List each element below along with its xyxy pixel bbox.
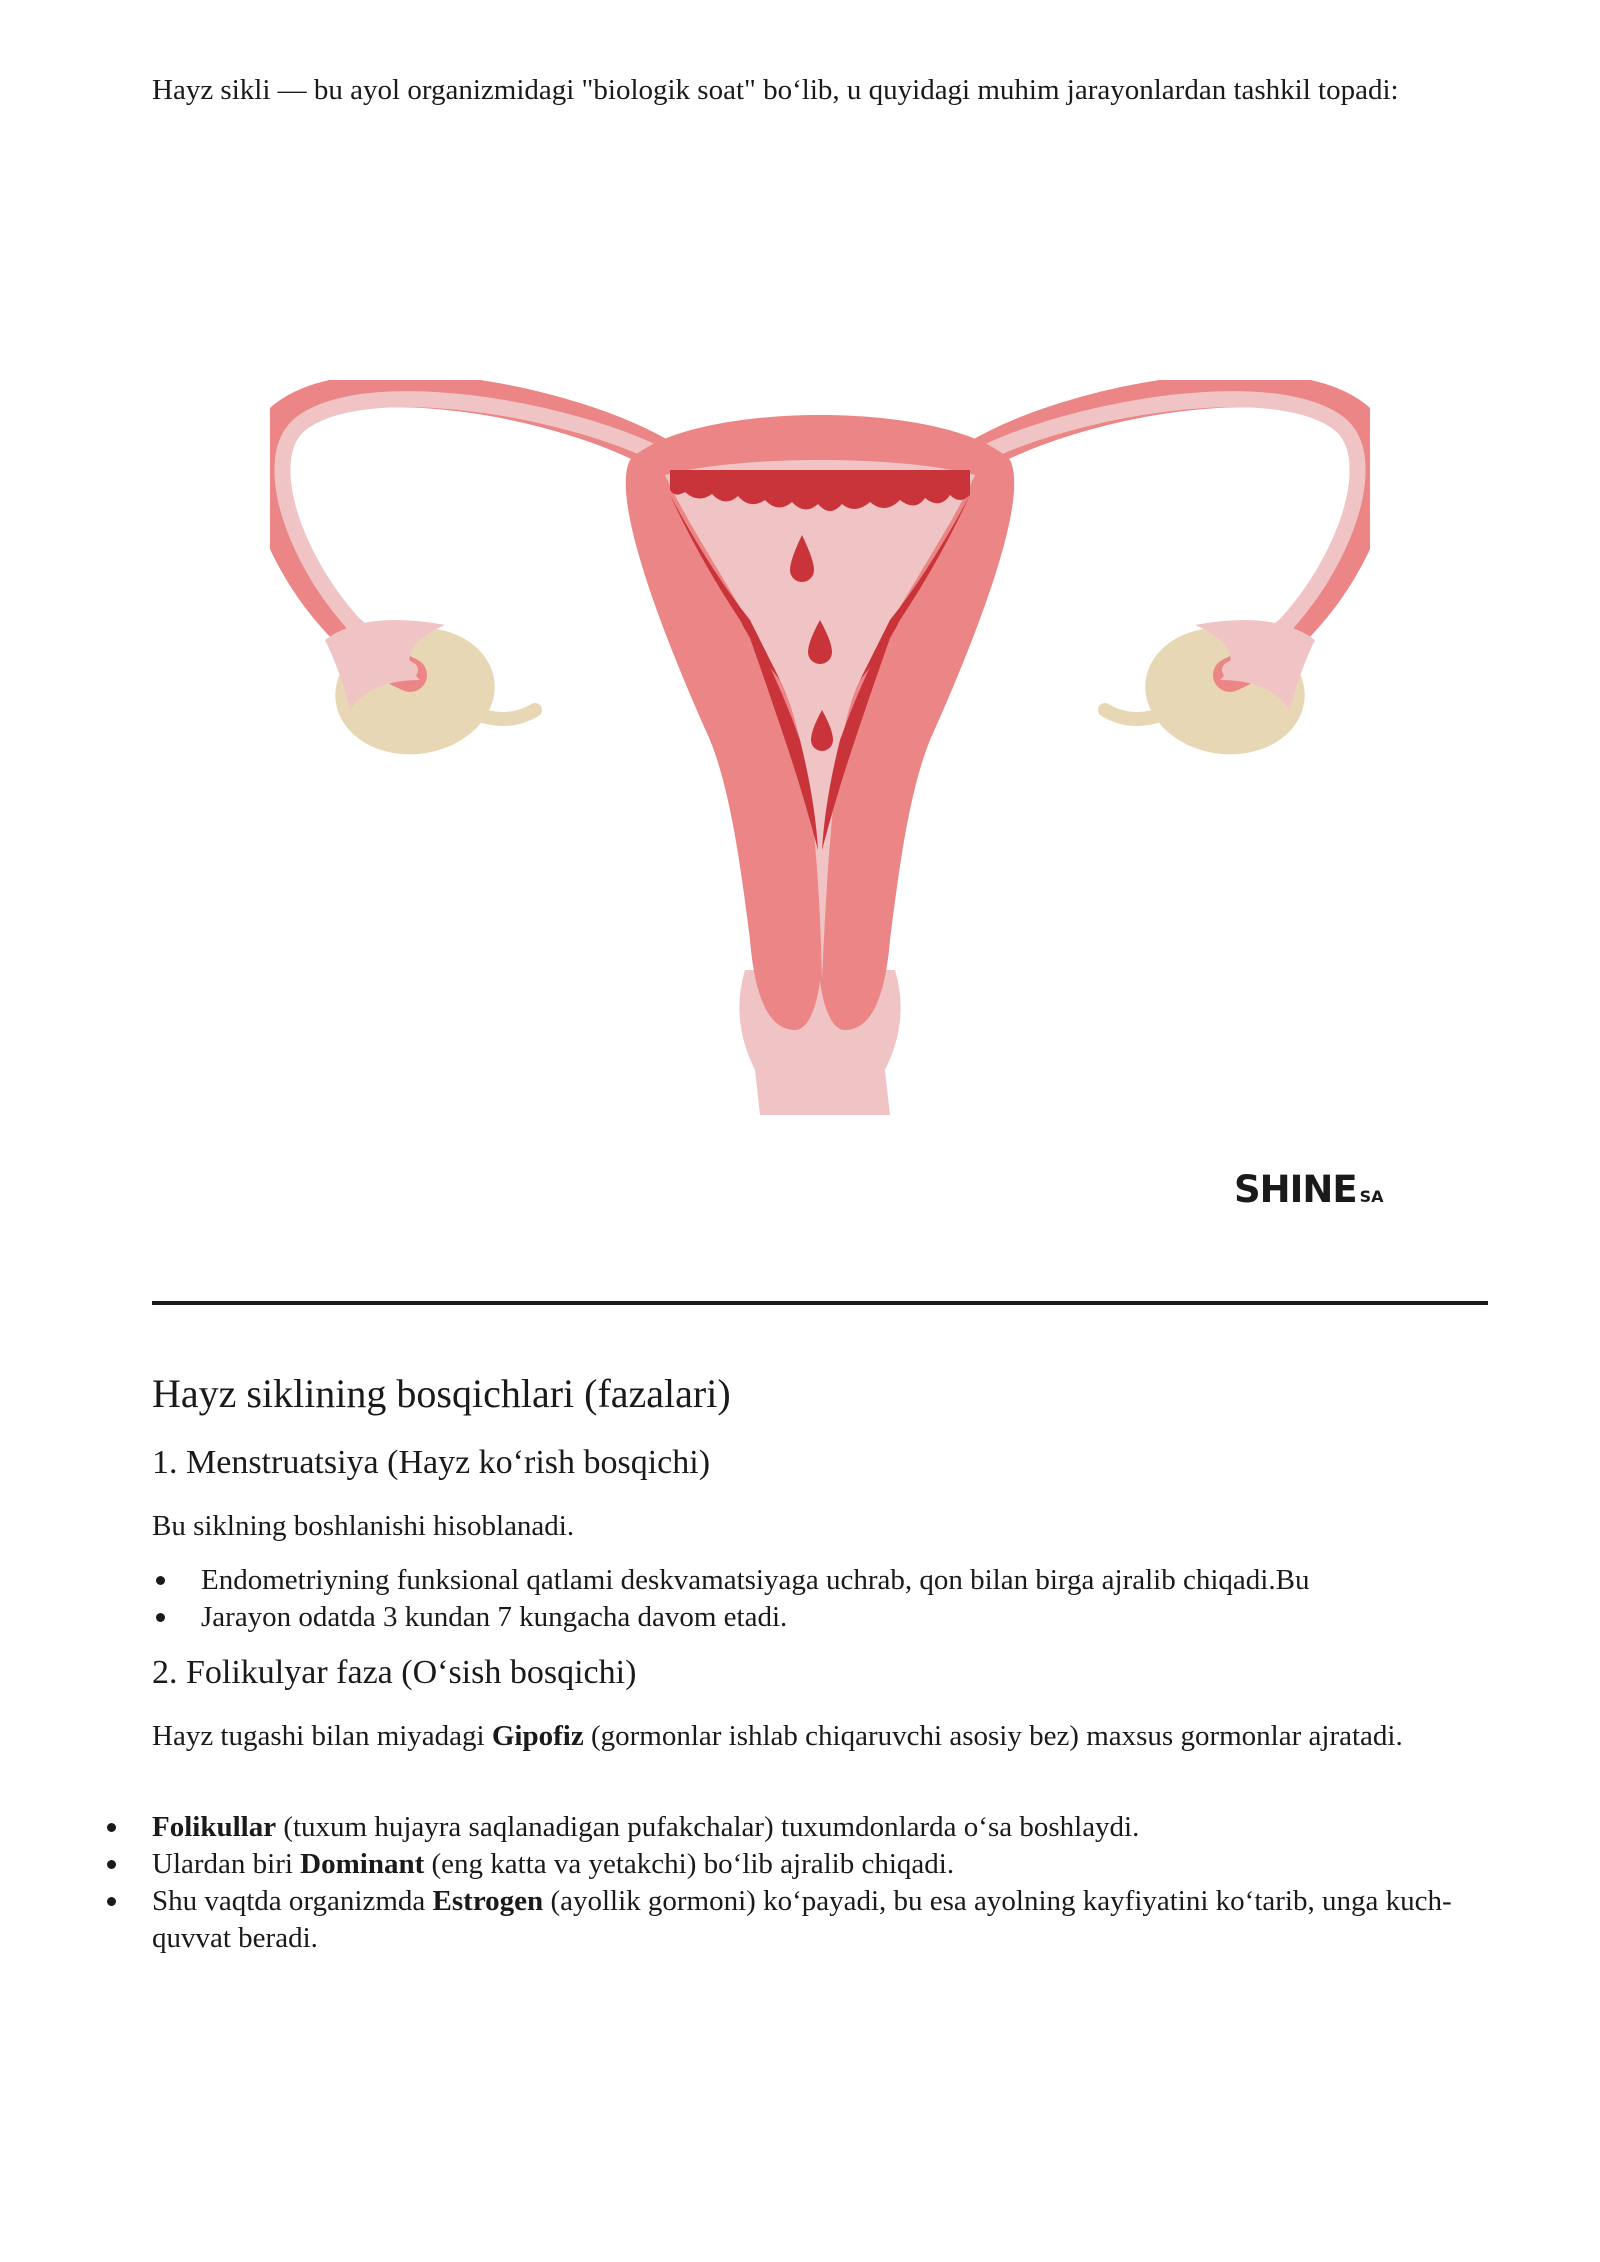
- list-item: Jarayon odatda 3 kundan 7 kungacha davom etadi.: [201, 1599, 1501, 1636]
- phase1-title: 1. Menstruatsiya (Hayz ko‘rish bosqichi): [152, 1444, 711, 1481]
- item-text: (ayollik gormoni) ko‘payadi, bu esa ayolning kayfiyatini ko‘tarib, unga kuch-quvvat beradi.: [152, 1885, 1452, 1954]
- left-ovary-ligament: [480, 710, 535, 719]
- phase2-bullet-list: [152, 1809, 1492, 1957]
- lead-term-gipofiz: Gipofiz: [491, 1720, 584, 1752]
- horizontal-divider: [152, 1301, 1488, 1305]
- item-text: Ulardan biri: [152, 1848, 301, 1880]
- list-item: [152, 1883, 1492, 1957]
- lead-text: (gormonlar ishlab chiqaruvchi asosiy bez) maxsus gormonlar ajratadi.: [583, 1720, 1403, 1752]
- lead-text: Hayz tugashi bilan miyadagi: [152, 1720, 492, 1752]
- shine-sa-logo: [1234, 1168, 1384, 1211]
- item-term-dominant: Dominant: [300, 1848, 425, 1880]
- logo-suffix: SA: [1359, 1187, 1384, 1206]
- phase1-bullet-list: [201, 1562, 1501, 1636]
- item-text: (eng katta va yetakchi) bo‘lib ajralib chiqadi.: [424, 1848, 955, 1880]
- phase2-lead: [152, 1718, 1482, 1755]
- item-text: (tuxum hujayra saqlanadigan pufakchalar) tuxumdonlarda o‘sa boshlaydi.: [276, 1811, 1140, 1843]
- uterus-illustration: [270, 380, 1370, 1120]
- item-term-folikullar: Folikullar: [152, 1811, 277, 1843]
- item-text: Shu vaqtda organizmda: [152, 1885, 433, 1917]
- phase2-title: 2. Folikulyar faza (O‘sish bosqichi): [152, 1654, 637, 1691]
- logo-main: SHINE: [1234, 1168, 1357, 1211]
- list-item: Endometriyning funksional qatlami deskvamatsiyaga uchrab, qon bilan birga ajralib chiqadi.Bu: [201, 1562, 1501, 1599]
- right-ovary-ligament: [1105, 710, 1160, 719]
- list-item: [152, 1809, 1492, 1846]
- intro-paragraph: Hayz sikli — bu ayol organizmidagi "biologik soat" bo‘lib, u quyidagi muhim jarayonlardan tashkil topadi:: [152, 74, 1399, 106]
- phase1-lead: Bu siklning boshlanishi hisoblanadi.: [152, 1510, 575, 1542]
- list-item: [152, 1846, 1492, 1883]
- section-title: Hayz siklining bosqichlari (fazalari): [152, 1371, 731, 1416]
- item-term-estrogen: Estrogen: [432, 1885, 544, 1917]
